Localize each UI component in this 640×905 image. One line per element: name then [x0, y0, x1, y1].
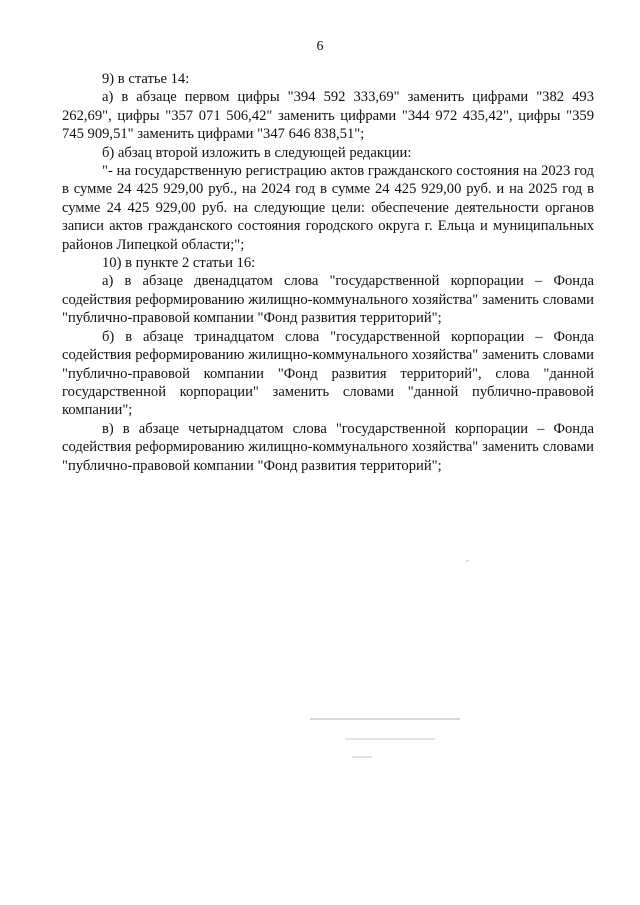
- page-number: 6: [316, 39, 324, 54]
- paragraph-item-10v: в) в абзаце четырнадцатом слова "государственной корпорации – Фонда содействия реформированию жилищно-коммунального хозяйства" заменить словами "публично-правовой компании "Фонд развития территорий";: [62, 420, 594, 474]
- paragraph-item-10b: б) в абзаце тринадцатом слова "государственной корпорации – Фонда содействия реформированию жилищно-коммунального хозяйства" заменить словами "публично-правовой компании "Фонд развития территорий", слова "данной государственной корпорации" заменить словами "данной публично-правовой компании";: [62, 328, 594, 419]
- scan-artifact: [352, 756, 372, 758]
- paragraph-item-9b: б) абзац второй изложить в следующей редакции:: [102, 144, 412, 161]
- scan-artifact: [466, 560, 469, 562]
- paragraph-item-10: 10) в пункте 2 статьи 16:: [102, 255, 256, 272]
- document-body: [62, 70, 594, 475]
- scan-artifact: [345, 738, 435, 740]
- paragraph-item-9: 9) в статье 14:: [102, 71, 190, 87]
- paragraph-item-9a: а) в абзаце первом цифры "394 592 333,69" заменить цифрами "382 493 262,69", цифры "357 071 506,42" заменить цифрами "344 972 435,42", цифры "359 745 909,51" заменить цифрами "347 646 838,51";: [62, 89, 594, 143]
- paragraph-item-9b-text: "- на государственную регистрацию актов гражданского состояния на 2023 год в сумме 24 425 929,00 руб., на 2024 год в сумме 24 425 929,00 руб. и на 2025 год в сумме 24 425 929,00 руб. на следующие цели: обеспечение деятельности органов записи актов гражданского состояния городского округа г. Ельца и муниципальных районов Липецкой области;";: [62, 163, 594, 253]
- scan-artifact: [310, 718, 460, 720]
- paragraph-item-10a: а) в абзаце двенадцатом слова "государственной корпорации – Фонда содействия реформированию жилищно-коммунального хозяйства" заменить словами "публично-правовой компании "Фонд развития территорий";: [62, 273, 594, 327]
